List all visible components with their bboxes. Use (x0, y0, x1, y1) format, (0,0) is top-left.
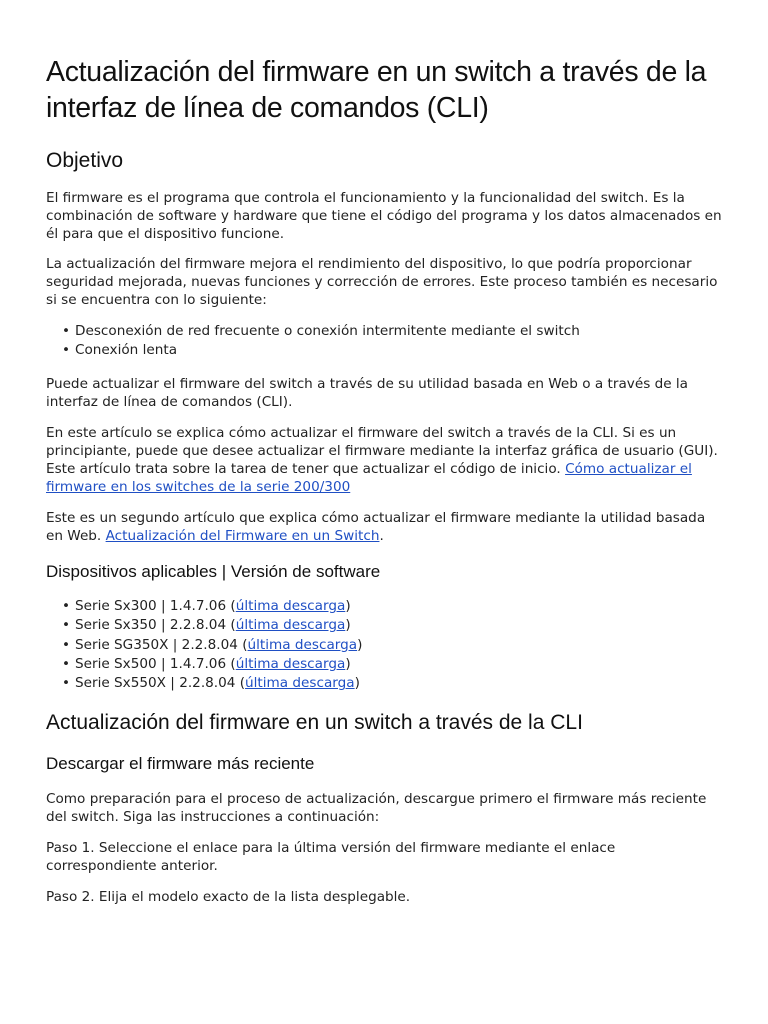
link-upgrade-200-300[interactable]: Cómo actualizar el firmware en los switches de la serie 200/300 (46, 460, 692, 495)
latest-download-link[interactable]: última descarga (247, 636, 358, 653)
paragraph-benefits: La actualización del firmware mejora el rendimiento del dispositivo, lo que podría proporcionar seguridad mejorada, nuevas funciones y corrección de errores. Este proceso también es necesario si se encuentra con lo siguiente: (46, 256, 718, 308)
paragraph-web-utility (46, 509, 724, 545)
list-item: • Desconexión de red frecuente o conexión intermitente mediante el switch (62, 322, 724, 341)
issues-list (46, 322, 724, 361)
device-end: ) (345, 617, 351, 634)
device-end: ) (345, 656, 351, 673)
device-text: Serie Sx350 | 2.2.8.04 ( (75, 617, 236, 634)
device-item (62, 597, 724, 616)
paragraph-end: . (379, 527, 384, 544)
device-text: Serie Sx500 | 1.4.7.06 ( (75, 656, 236, 673)
device-text: Serie Sx300 | 1.4.7.06 ( (75, 597, 236, 614)
device-item (62, 636, 724, 655)
device-end: ) (345, 597, 351, 614)
paragraph-methods: Puede actualizar el firmware del switch a través de su utilidad basada en Web o a través de la interfaz de línea de comandos (CLI). (46, 375, 689, 410)
section-heading-cli: Actualización del firmware en un switch a través de la CLI (46, 710, 583, 734)
device-text: Serie Sx550X | 2.2.8.04 ( (75, 675, 246, 692)
paragraph-text: Este es un segundo artículo que explica cómo actualizar el firmware mediante la utilidad basada en Web. (46, 509, 706, 544)
paragraph-preparation: Como preparación para el proceso de actualización, descargue primero el firmware más reciente del switch. Siga las instrucciones a continuación: (46, 790, 707, 825)
paragraph-text: En este artículo se explica cómo actualizar el firmware del switch a través de la CLI. Si es un principiante, puede que desee actualizar el firmware mediante la interfaz gráfica de usuario (GUI). Este artículo trata sobre la tarea de tener que actualizar el código de inicio. (46, 424, 718, 477)
latest-download-link[interactable]: última descarga (235, 597, 346, 614)
latest-download-link[interactable]: última descarga (235, 617, 346, 634)
device-end: ) (357, 636, 363, 653)
list-item: • Conexión lenta (62, 341, 724, 360)
subsection-heading-download: Descargar el firmware más reciente (46, 753, 315, 773)
device-item (62, 674, 724, 693)
device-text: Serie SG350X | 2.2.8.04 ( (75, 636, 248, 653)
latest-download-link[interactable]: última descarga (245, 675, 355, 692)
section-heading-objetivo: Objetivo (46, 149, 124, 172)
paragraph-cli-explanation (46, 424, 724, 496)
devices-list (46, 597, 724, 694)
link-firmware-upgrade-switch[interactable]: Actualización del Firmware en un Switch (105, 527, 380, 544)
device-end: ) (354, 675, 360, 692)
page-title: Actualización del firmware en un switch a través de la interfaz de línea de comandos (CLI) (46, 56, 707, 124)
paragraph-intro: El firmware es el programa que controla el funcionamiento y la funcionalidad del switch. Es la combinación de software y hardware que tiene el código del programa y los datos almacenados en él para que el dispositivo funcione. (46, 190, 722, 242)
device-item (62, 616, 724, 635)
paragraph-step-2: Paso 2. Elija el modelo exacto de la lista desplegable. (46, 888, 411, 905)
device-item (62, 655, 724, 674)
section-heading-dispositivos: Dispositivos aplicables | Versión de software (46, 561, 381, 581)
latest-download-link[interactable]: última descarga (235, 656, 346, 673)
paragraph-step-1: Paso 1. Seleccione el enlace para la última versión del firmware mediante el enlace correspondiente anterior. (46, 839, 616, 874)
